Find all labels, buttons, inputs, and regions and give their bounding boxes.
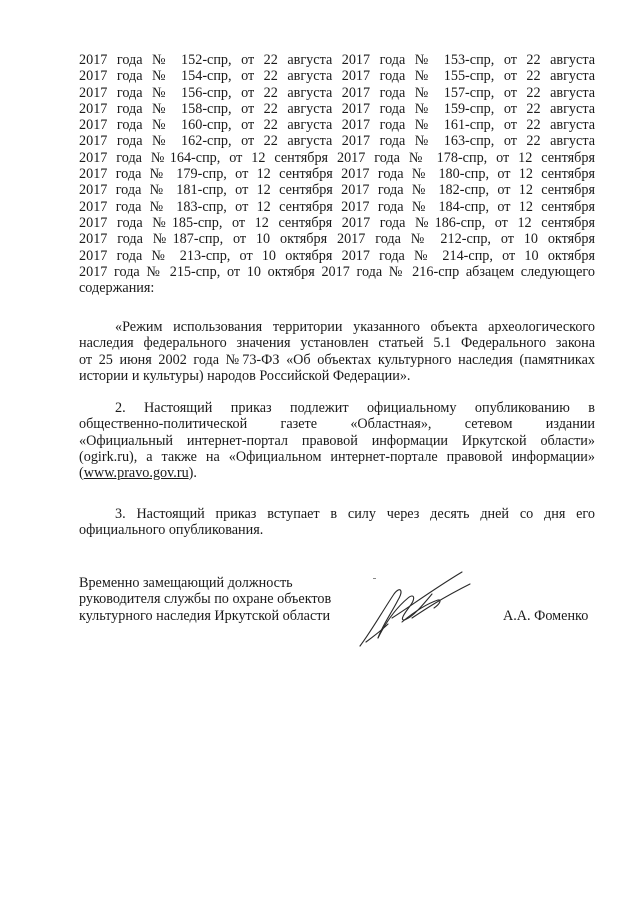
text-line: (ogirk.ru), а также на «Официальном интернет-портале правовой информации» (79, 448, 595, 465)
scan-speck (373, 578, 376, 579)
signatory-line: Временно замещающий должность (79, 575, 293, 591)
signatory-line: руководителя службы по охране объектов (79, 591, 332, 608)
paren-open: ( (79, 465, 84, 482)
signatory-title (79, 575, 331, 624)
pravo-link[interactable]: www.pravo.gov.ru (83, 465, 189, 482)
text-line: 2017 года № 152-спр, от 22 августа 2017 года № 153-спр, от 22 августа (79, 52, 595, 68)
text-line: 2017 года № 179-спр, от 12 сентября 2017 года № 180-спр, от 12 сентября (79, 166, 595, 183)
paren-close: ). (188, 465, 197, 482)
text-line: 2017 года №187-спр, от 10 октября 2017 года № 212-спр, от 10 октября (79, 231, 595, 248)
text-line: 2017 года № 156-спр, от 22 августа 2017 года № 157-спр, от 22 августа (79, 84, 595, 101)
text-line: официального опубликования. (79, 522, 264, 539)
text-line: 2. Настоящий приказ подлежит официальному опубликованию в (115, 400, 595, 416)
text-line: истории и культуры) народов Российской Федерации». (79, 367, 411, 384)
paragraph-3 (79, 506, 595, 539)
handwritten-signature (352, 560, 482, 655)
text-line (79, 465, 595, 481)
signatory-line: культурного наследия Иркутской области (79, 607, 331, 624)
text-line: 2017 года № 181-спр, от 12 сентября 2017 года № 182-спр, от 12 сентября (79, 182, 595, 199)
text-line: 2017 года № 160-спр, от 22 августа 2017 года № 161-спр, от 22 августа (79, 117, 595, 134)
text-line: 2017 года № 183-спр, от 12 сентября 2017 года № 184-спр, от 12 сентября (79, 198, 595, 215)
text-line: 2017 года № 162-спр, от 22 августа 2017 года № 163-спр, от 22 августа (79, 133, 595, 150)
text-line: «Официальный интернет-портал правовой информации Иркутской области» (79, 432, 595, 449)
text-line: общественно-политической газете «Областная», сетевом издании (79, 416, 595, 433)
text-line: 3. Настоящий приказ вступает в силу через десять дней со дня его (115, 506, 595, 522)
text-line: 2017 года № 154-спр, от 22 августа 2017 года № 155-спр, от 22 августа (79, 68, 595, 85)
text-line: «Режим использования территории указанного объекта археологического (115, 319, 595, 335)
text-line: 2017 года № 213-спр, от 10 октября 2017 года № 214-спр, от 10 октября (79, 247, 595, 264)
paragraph-1 (79, 52, 595, 296)
text-line: 2017 года № 158-спр, от 22 августа 2017 года № 159-спр, от 22 августа (79, 100, 595, 117)
quote-paragraph (79, 319, 595, 384)
text-line: 2017 года №185-спр, от 12 сентября 2017 года №186-спр, от 12 сентября (79, 214, 595, 231)
text-line: от 25 июня 2002 года №73-ФЗ «Об объектах культурного наследия (памятниках (79, 351, 595, 368)
text-line: 2017 года №164-спр, от 12 сентября 2017 года № 178-спр, от 12 сентября (79, 149, 595, 166)
paragraph-2 (79, 400, 595, 481)
text-line: содержания: (79, 280, 155, 297)
text-line: наследия федерального значения установлен статьей 5.1 Федерального закона (79, 335, 595, 352)
text-line: 2017 года № 215-спр, от 10 октября 2017 года № 216-спр абзацем следующего (79, 263, 595, 280)
signatory-name: А.А. Фоменко (503, 608, 589, 624)
